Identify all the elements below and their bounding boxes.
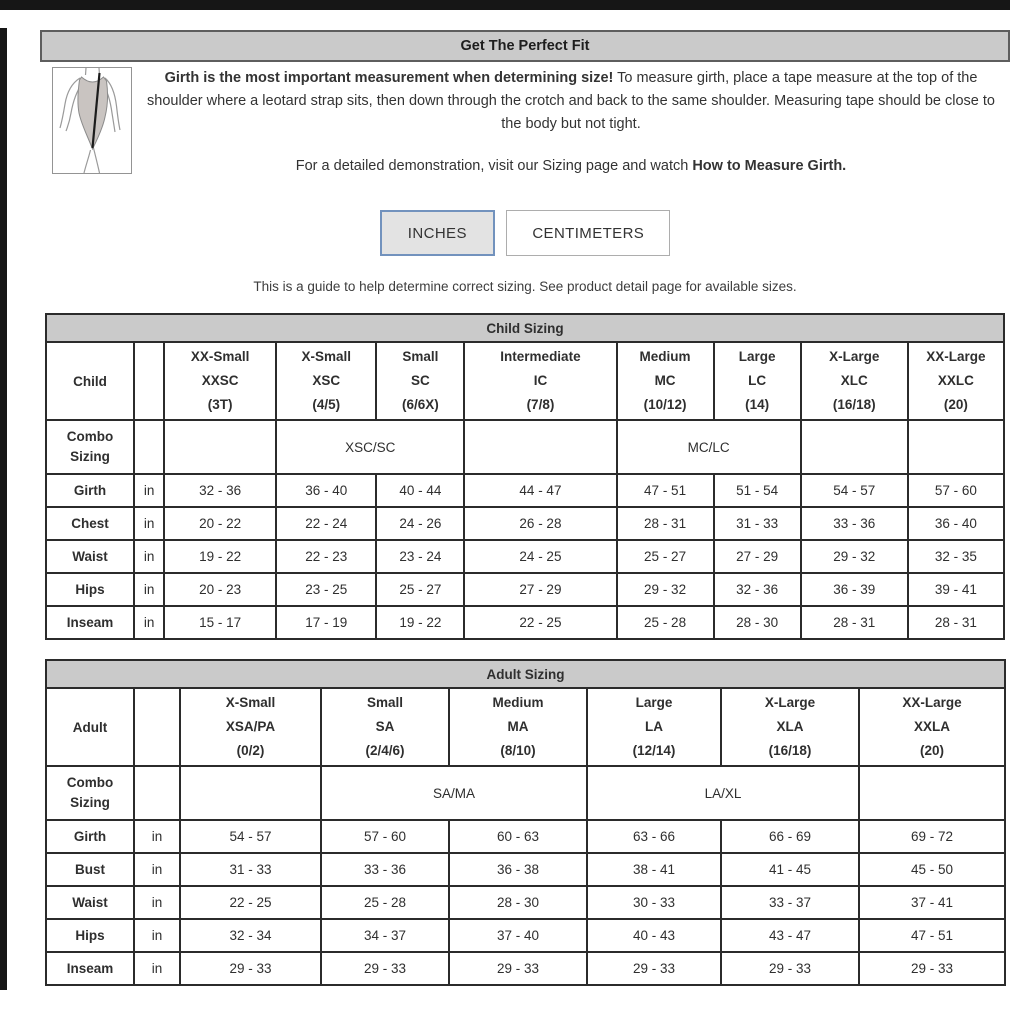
adult-girth-row <box>46 820 1005 853</box>
child-measurement-value: 57 - 60 <box>908 474 1004 507</box>
adult-measurement-value: 57 - 60 <box>321 820 449 853</box>
child-unit-cell: in <box>134 606 164 639</box>
adult-combo-sizing-row <box>46 766 1005 820</box>
adult-combo-cell <box>859 766 1005 820</box>
child-combo-sizing-label: Combo Sizing <box>46 420 134 474</box>
adult-combo-unit-empty <box>134 766 180 820</box>
girth-instructions-rest: To measure girth, place a tape measure at the top of the shoulder where a leotard strap sits, then down through the crotch and back to the same shoulder. Measuring tape should be close to the body but not tight. <box>147 70 995 133</box>
child-unit-cell: in <box>134 507 164 540</box>
unit-toggle <box>40 210 1010 256</box>
child-chest-row <box>46 507 1004 540</box>
child-inseam-row <box>46 606 1004 639</box>
child-measurement-value: 25 - 27 <box>617 540 714 573</box>
child-measurement-value: 36 - 40 <box>276 474 376 507</box>
adult-waist-row <box>46 886 1005 919</box>
child-measurement-value: 32 - 36 <box>164 474 276 507</box>
child-combo-unit-empty <box>134 420 164 474</box>
girth-instructions-bold: Girth is the most important measurement when determining size! <box>164 70 614 86</box>
adult-measurement-value: 31 - 33 <box>180 853 321 886</box>
child-measurement-value: 28 - 31 <box>801 606 908 639</box>
child-combo-cell: MC/LC <box>617 420 801 474</box>
child-measurement-value: 40 - 44 <box>376 474 464 507</box>
adult-measurement-value: 33 - 36 <box>321 853 449 886</box>
child-measurement-value: 51 - 54 <box>714 474 801 507</box>
child-size-column-header: Intermediate IC (7/8) <box>464 342 616 420</box>
child-measurement-value: 22 - 25 <box>464 606 616 639</box>
adult-girth-label: Girth <box>46 820 134 853</box>
child-measurement-value: 25 - 27 <box>376 573 464 606</box>
child-sizing-table <box>45 313 1005 640</box>
child-measurement-value: 29 - 32 <box>801 540 908 573</box>
child-combo-cell <box>908 420 1004 474</box>
adult-measurement-value: 36 - 38 <box>449 853 587 886</box>
window-top-edge <box>0 0 1010 10</box>
leotard-girth-illustration <box>52 67 132 174</box>
adult-combo-cell: SA/MA <box>321 766 587 820</box>
child-measurement-value: 19 - 22 <box>164 540 276 573</box>
adult-size-column-header: Small SA (2/4/6) <box>321 688 449 766</box>
child-measurement-value: 17 - 19 <box>276 606 376 639</box>
adult-title-row <box>46 660 1005 688</box>
child-size-column-header: Large LC (14) <box>714 342 801 420</box>
child-combo-cell <box>164 420 276 474</box>
adult-measurement-value: 63 - 66 <box>587 820 721 853</box>
child-size-column-header: Small SC (6/6X) <box>376 342 464 420</box>
adult-combo-cell: LA/XL <box>587 766 859 820</box>
child-unit-cell: in <box>134 540 164 573</box>
child-corner-label: Child <box>46 342 134 420</box>
adult-unit-cell: in <box>134 820 180 853</box>
sizing-note: This is a guide to help determine correct sizing. See product detail page for available sizes. <box>253 279 797 294</box>
adult-measurement-value: 47 - 51 <box>859 919 1005 952</box>
page-title-bar <box>40 30 1010 62</box>
adult-unit-header-empty <box>134 688 180 766</box>
child-measurement-value: 24 - 26 <box>376 507 464 540</box>
adult-measurement-value: 29 - 33 <box>180 952 321 985</box>
child-measurement-value: 33 - 36 <box>801 507 908 540</box>
child-measurement-value: 29 - 32 <box>617 573 714 606</box>
child-measurement-value: 20 - 22 <box>164 507 276 540</box>
child-measurement-value: 36 - 39 <box>801 573 908 606</box>
child-measurement-value: 32 - 35 <box>908 540 1004 573</box>
adult-measurement-value: 25 - 28 <box>321 886 449 919</box>
intro-section <box>52 67 1004 174</box>
adult-measurement-value: 29 - 33 <box>449 952 587 985</box>
child-hips-label: Hips <box>46 573 134 606</box>
adult-sizing-table <box>45 659 1006 986</box>
page-title: Get The Perfect Fit <box>460 38 590 54</box>
adult-measurement-value: 29 - 33 <box>721 952 859 985</box>
child-measurement-value: 36 - 40 <box>908 507 1004 540</box>
child-measurement-value: 19 - 22 <box>376 606 464 639</box>
adult-unit-cell: in <box>134 853 180 886</box>
adult-measurement-value: 29 - 33 <box>587 952 721 985</box>
child-title-row <box>46 314 1004 342</box>
adult-sizing-title: Adult Sizing <box>46 660 1005 688</box>
child-measurement-value: 27 - 29 <box>464 573 616 606</box>
adult-combo-sizing-label: Combo Sizing <box>46 766 134 820</box>
child-unit-cell: in <box>134 573 164 606</box>
intro-text-column <box>132 67 1004 174</box>
demo-line <box>142 158 1000 174</box>
child-waist-label: Waist <box>46 540 134 573</box>
child-measurement-value: 26 - 28 <box>464 507 616 540</box>
adult-unit-cell: in <box>134 886 180 919</box>
child-measurement-value: 22 - 24 <box>276 507 376 540</box>
child-measurement-value: 31 - 33 <box>714 507 801 540</box>
adult-measurement-value: 66 - 69 <box>721 820 859 853</box>
adult-header-row <box>46 688 1005 766</box>
adult-measurement-value: 43 - 47 <box>721 919 859 952</box>
adult-measurement-value: 29 - 33 <box>859 952 1005 985</box>
child-size-column-header: XX-Small XXSC (3T) <box>164 342 276 420</box>
child-measurement-value: 22 - 23 <box>276 540 376 573</box>
child-combo-cell: XSC/SC <box>276 420 464 474</box>
child-combo-cell <box>464 420 616 474</box>
adult-size-column-header: X-Small XSA/PA (0/2) <box>180 688 321 766</box>
adult-unit-cell: in <box>134 919 180 952</box>
child-combo-cell <box>801 420 908 474</box>
adult-hips-row <box>46 919 1005 952</box>
child-measurement-value: 28 - 30 <box>714 606 801 639</box>
adult-size-column-header: Medium MA (8/10) <box>449 688 587 766</box>
child-size-column-header: Medium MC (10/12) <box>617 342 714 420</box>
demo-line-prefix: For a detailed demonstration, visit our Sizing page and watch <box>295 157 693 174</box>
adult-bust-row <box>46 853 1005 886</box>
adult-waist-label: Waist <box>46 886 134 919</box>
child-measurement-value: 47 - 51 <box>617 474 714 507</box>
adult-measurement-value: 45 - 50 <box>859 853 1005 886</box>
child-inseam-label: Inseam <box>46 606 134 639</box>
adult-measurement-value: 60 - 63 <box>449 820 587 853</box>
child-measurement-value: 25 - 28 <box>617 606 714 639</box>
child-measurement-value: 15 - 17 <box>164 606 276 639</box>
child-unit-header-empty <box>134 342 164 420</box>
adult-measurement-value: 34 - 37 <box>321 919 449 952</box>
child-combo-sizing-row <box>46 420 1004 474</box>
adult-size-column-header: XX-Large XXLA (20) <box>859 688 1005 766</box>
child-size-column-header: X-Large XLC (16/18) <box>801 342 908 420</box>
adult-bust-label: Bust <box>46 853 134 886</box>
adult-measurement-value: 38 - 41 <box>587 853 721 886</box>
child-size-column-header: X-Small XSC (4/5) <box>276 342 376 420</box>
adult-measurement-value: 69 - 72 <box>859 820 1005 853</box>
adult-measurement-value: 37 - 41 <box>859 886 1005 919</box>
child-size-column-header: XX-Large XXLC (20) <box>908 342 1004 420</box>
leotard-figure-icon <box>53 68 131 173</box>
inches-button[interactable]: INCHES <box>380 210 495 256</box>
child-girth-row <box>46 474 1004 507</box>
child-measurement-value: 28 - 31 <box>617 507 714 540</box>
child-header-row <box>46 342 1004 420</box>
demo-line-bold: How to Measure Girth. <box>692 157 847 174</box>
adult-combo-cell <box>180 766 321 820</box>
adult-measurement-value: 41 - 45 <box>721 853 859 886</box>
child-measurement-value: 32 - 36 <box>714 573 801 606</box>
adult-size-column-header: X-Large XLA (16/18) <box>721 688 859 766</box>
child-measurement-value: 20 - 23 <box>164 573 276 606</box>
sizing-guide-page <box>0 10 1010 986</box>
adult-corner-label: Adult <box>46 688 134 766</box>
adult-size-column-header: Large LA (12/14) <box>587 688 721 766</box>
child-unit-cell: in <box>134 474 164 507</box>
adult-inseam-row <box>46 952 1005 985</box>
adult-measurement-value: 54 - 57 <box>180 820 321 853</box>
adult-hips-label: Hips <box>46 919 134 952</box>
child-measurement-value: 39 - 41 <box>908 573 1004 606</box>
child-measurement-value: 54 - 57 <box>801 474 908 507</box>
child-measurement-value: 23 - 24 <box>376 540 464 573</box>
adult-inseam-label: Inseam <box>46 952 134 985</box>
child-waist-row <box>46 540 1004 573</box>
adult-unit-cell: in <box>134 952 180 985</box>
child-measurement-value: 24 - 25 <box>464 540 616 573</box>
child-measurement-value: 23 - 25 <box>276 573 376 606</box>
adult-measurement-value: 37 - 40 <box>449 919 587 952</box>
child-hips-row <box>46 573 1004 606</box>
adult-measurement-value: 40 - 43 <box>587 919 721 952</box>
girth-instructions <box>142 67 1000 137</box>
adult-measurement-value: 30 - 33 <box>587 886 721 919</box>
child-chest-label: Chest <box>46 507 134 540</box>
adult-measurement-value: 32 - 34 <box>180 919 321 952</box>
adult-measurement-value: 22 - 25 <box>180 886 321 919</box>
adult-measurement-value: 29 - 33 <box>321 952 449 985</box>
adult-measurement-value: 28 - 30 <box>449 886 587 919</box>
child-sizing-title: Child Sizing <box>46 314 1004 342</box>
adult-measurement-value: 33 - 37 <box>721 886 859 919</box>
child-girth-label: Girth <box>46 474 134 507</box>
centimeters-button[interactable]: CENTIMETERS <box>506 210 670 256</box>
child-measurement-value: 28 - 31 <box>908 606 1004 639</box>
child-measurement-value: 27 - 29 <box>714 540 801 573</box>
child-measurement-value: 44 - 47 <box>464 474 616 507</box>
